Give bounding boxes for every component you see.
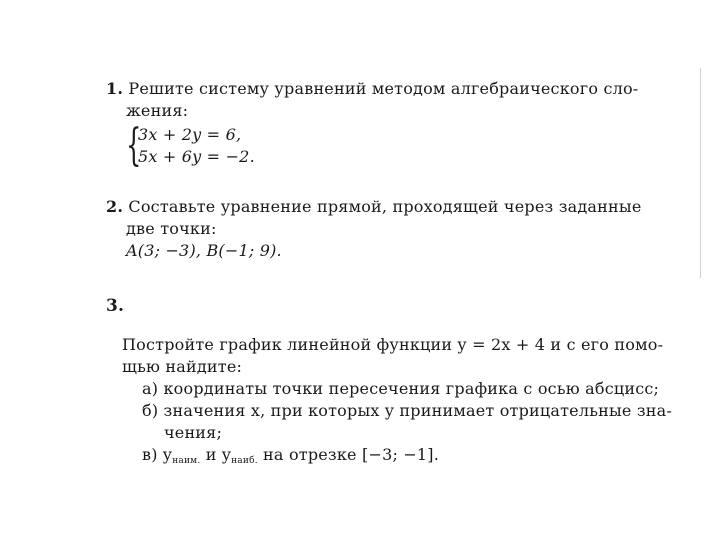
task-3-item-c bbox=[122, 444, 672, 472]
task-2-line-1 bbox=[106, 196, 641, 218]
task-1-text-2: жения: bbox=[126, 101, 189, 120]
task-2-text-2: две точки: bbox=[126, 219, 217, 238]
page-edge-line bbox=[700, 68, 701, 278]
task-3-item-b-2: чения; bbox=[164, 423, 223, 442]
task-3-text-2: щью найдите: bbox=[122, 357, 243, 376]
task-1-number: 1. bbox=[106, 79, 124, 98]
task-3-item-a: а) координаты точки пересечения графика с осью абсцисс; bbox=[142, 379, 660, 398]
task-3-item-b-1: б) значения x, при которых y принимает отрицательные зна- bbox=[142, 401, 673, 420]
task-2-points: A(3; −3), B(−1; 9). bbox=[126, 241, 282, 260]
task-2 bbox=[106, 196, 641, 262]
task-1-text-1: Решите систему уравнений методом алгебраического сло- bbox=[128, 79, 639, 98]
task-3-c-prefix: в) y bbox=[142, 445, 173, 464]
task-2-number: 2. bbox=[106, 197, 124, 216]
task-1-line-1 bbox=[106, 78, 638, 100]
task-3-c-and: и y bbox=[200, 445, 232, 464]
equation-1: 3x + 2y = 6, bbox=[138, 125, 242, 144]
task-3-c-rest: на отрезке [−3; −1]. bbox=[257, 445, 440, 464]
task-3-number: 3. bbox=[106, 296, 125, 316]
task-1 bbox=[106, 78, 639, 171]
equation-2: 5x + 6y = −2. bbox=[138, 147, 255, 166]
task-3 bbox=[122, 334, 672, 472]
task-3-text-1: Постройте график линейной функции y = 2x + 4 и с его помо- bbox=[122, 335, 664, 354]
brace-icon: { bbox=[126, 120, 142, 171]
task-3-c-sub-max: наиб. bbox=[231, 456, 258, 466]
equation-system bbox=[126, 120, 638, 171]
task-3-c-sub-min: наим. bbox=[172, 456, 201, 466]
task-2-text-1: Составьте уравнение прямой, проходящей через заданные bbox=[128, 197, 642, 216]
